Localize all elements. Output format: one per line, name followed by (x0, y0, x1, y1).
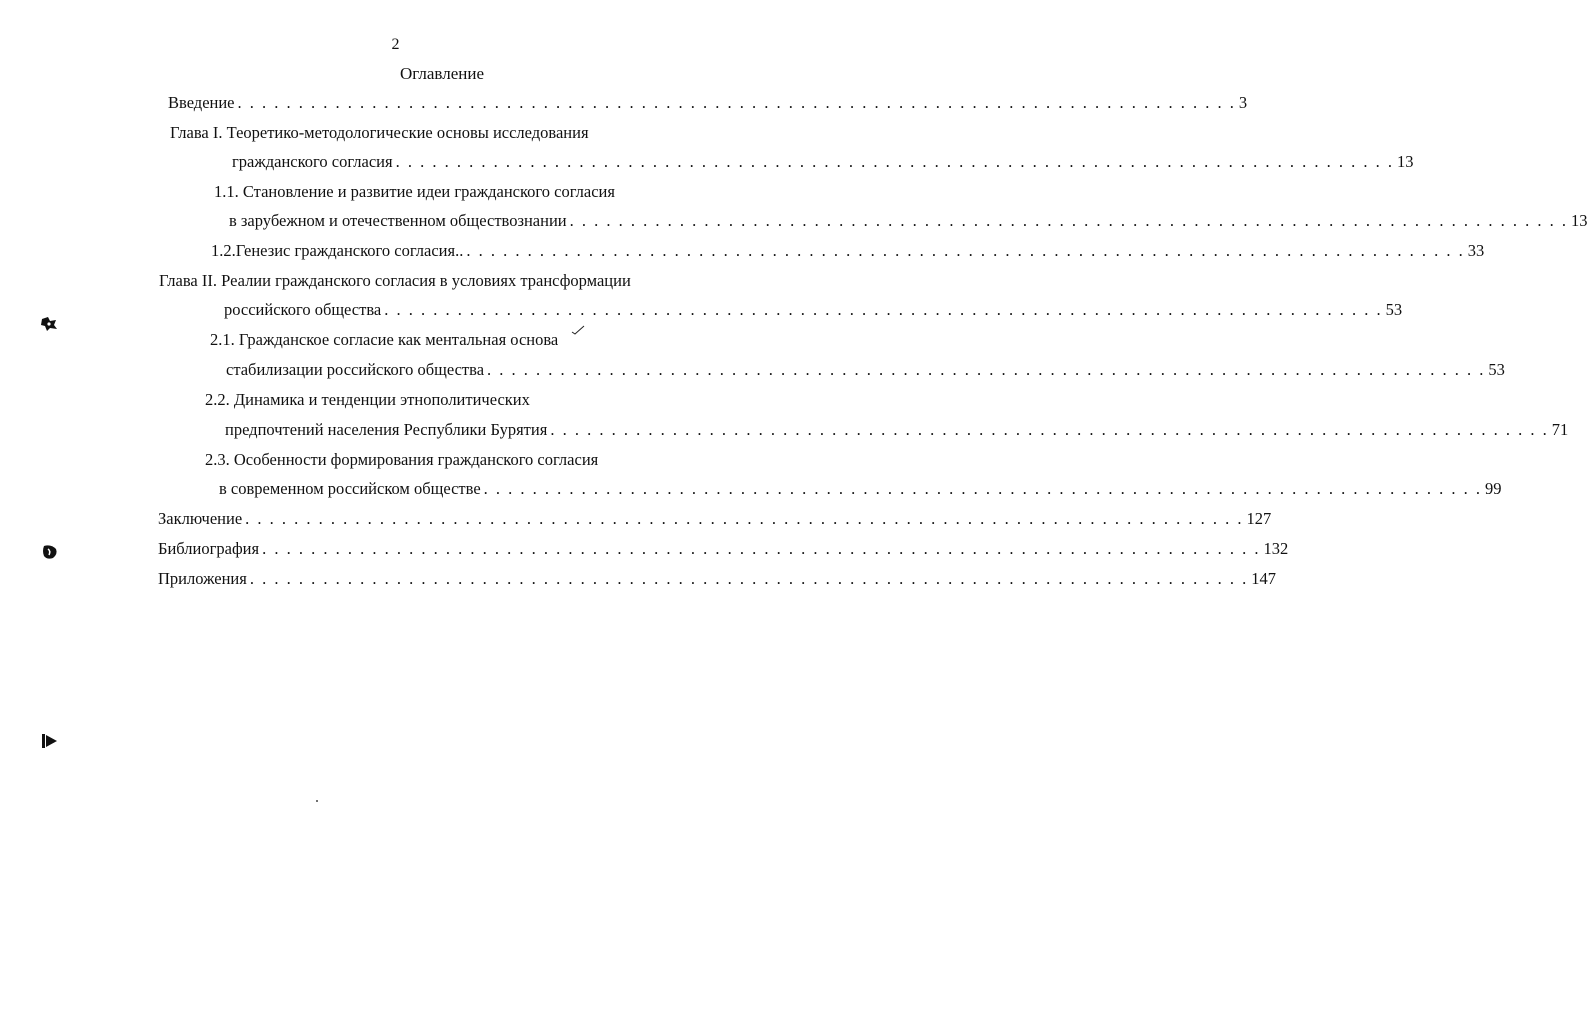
toc-entry-label: Заключение (158, 509, 243, 528)
toc-section-1-1-title[interactable]: 1.1. Становление и развитие идеи гражданского согласия (214, 182, 615, 201)
toc-section-2-3-title[interactable]: 2.3. Особенности формирования гражданского согласия (205, 450, 599, 469)
toc-entry-label: 1.2.Генезис гражданского согласия.. (211, 241, 464, 260)
toc-chapter-1-title[interactable]: Глава I. Теоретико-методологические основы исследования (170, 123, 589, 142)
binder-hole-mark-icon (41, 733, 59, 749)
toc-entry-label: Введение (168, 93, 235, 112)
toc-title: Оглавление (400, 64, 484, 83)
toc-entry-page: 53 (1385, 300, 1403, 319)
toc-entry-page: 132 (1263, 539, 1289, 558)
toc-chapter-2-title[interactable]: Глава II. Реалии гражданского согласия в условиях трансформации (159, 271, 631, 290)
scan-speck (316, 800, 318, 802)
toc-entry-page: 33 (1467, 241, 1485, 260)
toc-entry-intro[interactable] (168, 93, 1248, 113)
leader-dots: . . . . . . . . . . . . . . . . . . . . . . . . . . . . . . . . . . . . . . . . . . . . . . . . . . . . . . . . . . . . . . . . . . . . . . . . . . . . . . . . . . (487, 360, 1486, 379)
toc-entry-label: гражданского согласия (232, 152, 393, 171)
toc-entry-label: Приложения (158, 569, 247, 588)
toc-entry-section-2-3[interactable] (219, 479, 1502, 499)
binder-hole-mark-icon (41, 544, 59, 560)
toc-entry-page: 147 (1251, 569, 1276, 588)
pen-tick-mark (571, 325, 585, 335)
toc-entry-label: в современном российском обществе (219, 479, 481, 498)
toc-entry-label: Библиография (158, 539, 260, 558)
toc-section-2-2-title[interactable]: 2.2. Динамика и тенденции этнополитических (205, 390, 530, 409)
toc-entry-page: 3 (1238, 93, 1248, 112)
toc-entry-page: 53 (1488, 360, 1505, 379)
toc-entry-section-2-1[interactable] (226, 360, 1505, 380)
toc-entry-page: 13 (1396, 152, 1414, 171)
toc-entry-chapter-2[interactable] (224, 300, 1403, 320)
toc-entry-label: в зарубежном и отечественном обществознании (229, 211, 567, 230)
toc-entry-page: 127 (1246, 509, 1272, 528)
toc-entry-conclusion[interactable] (158, 509, 1272, 529)
toc-entry-bibliography[interactable] (158, 539, 1289, 559)
leader-dots: . . . . . . . . . . . . . . . . . . . . . . . . . . . . . . . . . . . . . . . . . . . . . . . . . . . . . . . . . . . . . . . . . . . . . . . . . . . . . . . . . . (569, 211, 1568, 230)
toc-entry-appendix[interactable] (158, 569, 1276, 589)
leader-dots: . . . . . . . . . . . . . . . . . . . . . . . . . . . . . . . . . . . . . . . . . . . . . . . . . . . . . . . . . . . . . . . . . . . . . . . . . . . . . . . . . . (550, 420, 1549, 439)
toc-entry-section-1-1[interactable] (229, 211, 1588, 231)
toc-entry-section-1-2[interactable] (211, 241, 1485, 261)
leader-dots: . . . . . . . . . . . . . . . . . . . . . . . . . . . . . . . . . . . . . . . . . . . . . . . . . . . . . . . . . . . . . . . . . . . . . . . . . . . . . . . . . . (384, 300, 1383, 319)
page-number: 2 (391, 36, 400, 53)
toc-entry-label: российского общества (224, 300, 382, 319)
leader-dots: . . . . . . . . . . . . . . . . . . . . . . . . . . . . . . . . . . . . . . . . . . . . . . . . . . . . . . . . . . . . . . . . . . . . . . . . . . . . . . . . . . (483, 479, 1483, 498)
leader-dots: . . . . . . . . . . . . . . . . . . . . . . . . . . . . . . . . . . . . . . . . . . . . . . . . . . . . . . . . . . . . . . . . . . . . . . . . . . . . . . . . . . (249, 569, 1249, 588)
toc-entry-section-2-2[interactable] (225, 420, 1569, 440)
toc-entry-page: 13 (1571, 211, 1588, 230)
leader-dots: . . . . . . . . . . . . . . . . . . . . . . . . . . . . . . . . . . . . . . . . . . . . . . . . . . . . . . . . . . . . . . . . . . . . . . . . . . . . . . . . . . (237, 93, 1236, 112)
toc-entry-label: стабилизации российского общества (226, 360, 485, 379)
leader-dots: . . . . . . . . . . . . . . . . . . . . . . . . . . . . . . . . . . . . . . . . . . . . . . . . . . . . . . . . . . . . . . . . . . . . . . . . . . . . . . . . . . (262, 539, 1261, 558)
leader-dots: . . . . . . . . . . . . . . . . . . . . . . . . . . . . . . . . . . . . . . . . . . . . . . . . . . . . . . . . . . . . . . . . . . . . . . . . . . . . . . . . . . (245, 509, 1244, 528)
leader-dots: . . . . . . . . . . . . . . . . . . . . . . . . . . . . . . . . . . . . . . . . . . . . . . . . . . . . . . . . . . . . . . . . . . . . . . . . . . . . . . . . . . (466, 241, 1465, 260)
leader-dots: . . . . . . . . . . . . . . . . . . . . . . . . . . . . . . . . . . . . . . . . . . . . . . . . . . . . . . . . . . . . . . . . . . . . . . . . . . . . . . . . . . (395, 152, 1394, 171)
toc-entry-page: 71 (1551, 420, 1569, 439)
toc-entry-chapter-1[interactable] (232, 152, 1414, 172)
toc-entry-label: предпочтений населения Республики Бурятия (225, 420, 548, 439)
toc-section-2-1-title[interactable]: 2.1. Гражданское согласие как ментальная основа (210, 330, 559, 349)
toc-entry-page: 99 (1485, 479, 1502, 498)
binder-hole-mark-icon (40, 316, 58, 332)
